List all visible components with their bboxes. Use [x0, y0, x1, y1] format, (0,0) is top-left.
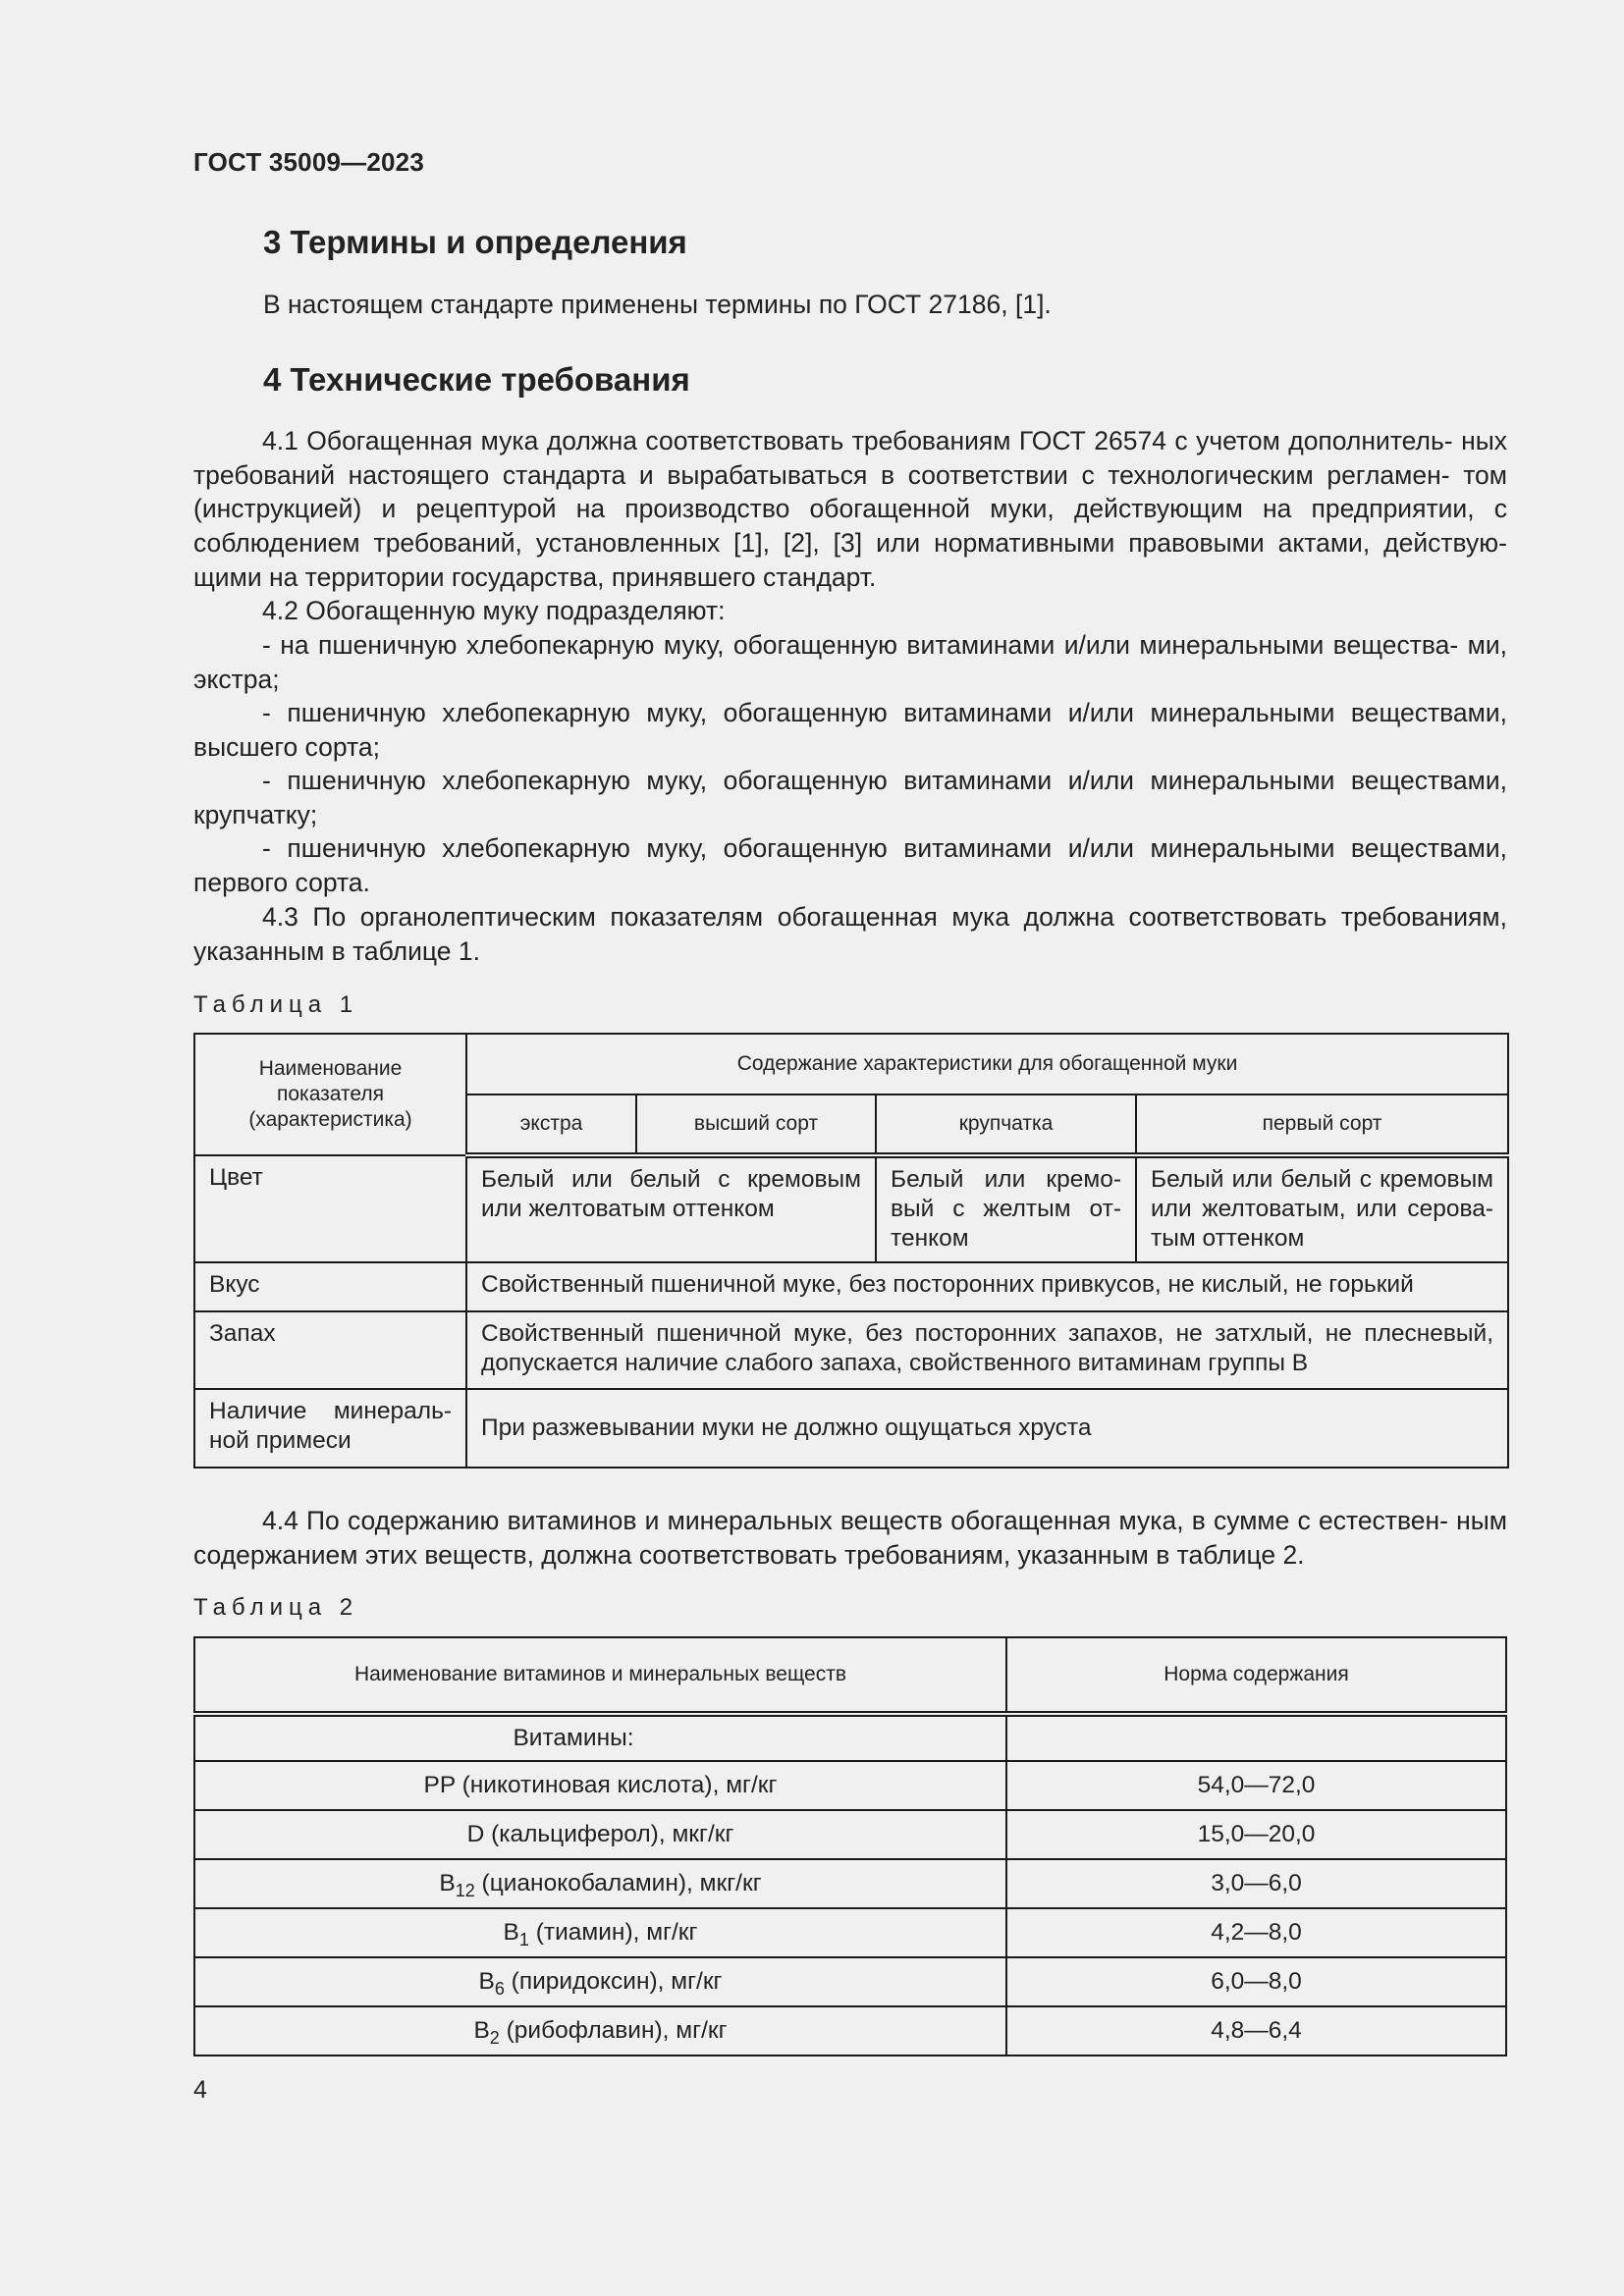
table-cell-norm: 6,0—8,0 [1006, 1957, 1506, 2006]
table-2-header-name: Наименование витаминов и минеральных веществ [194, 1637, 1006, 1714]
table-1-caption: Таблица 1 [193, 991, 359, 1018]
list-item: - пшеничную хлебопекарную муку, обогащенную витаминами и/или минеральными веществами, крупчатку; [193, 766, 1507, 829]
table-cell: Свойственный пшеничной муке, без посторонних привкусов, не кислый, не горький [466, 1262, 1508, 1311]
table-cell: Запах [194, 1311, 466, 1389]
paragraph-4-1: 4.1 Обогащенная мука должна соответствовать требованиям ГОСТ 26574 с учетом дополнитель- ных требований настоящего стандарта и вырабатываться в соответствии с технологическим регламен- том (инструкцией) и рецептурой на производство обогащенной муки, действующим на предприятии, с соблюдением требований, установленных [1], [2], [3] или нормативными правовыми актами, действую- щими на территории государства, принявшего стандарт. [193, 426, 1507, 592]
table-cell: Вкус [194, 1262, 466, 1311]
table-row [194, 1714, 1506, 1761]
table-row [194, 1311, 1508, 1389]
table-cell-norm: 4,8—6,4 [1006, 2006, 1506, 2056]
table-cell-substance: $B_{12}$ (цианокобаламин), мкг/кг [194, 1859, 1006, 1908]
table-cell: Белый или белый с кремовым или желтоватым оттенком [466, 1155, 876, 1262]
table-cell-substance: $B_1$ (тиамин), мг/кг [194, 1908, 1006, 1957]
list-item: - на пшеничную хлебопекарную муку, обогащенную витаминами и/или минеральными вещества- ми, экстра; [193, 630, 1507, 694]
table-cell-norm: 54,0—72,0 [1006, 1761, 1506, 1810]
table-1 [193, 1033, 1509, 1468]
table-1-header-group: Содержание характеристики для обогащенной муки [466, 1034, 1508, 1095]
table-2 [193, 1636, 1507, 2056]
document-code: ГОСТ 35009—2023 [193, 147, 424, 177]
table-row [194, 1262, 1508, 1311]
list-item: - пшеничную хлебопекарную муку, обогащенную витаминами и/или минеральными веществами, высшего сорта; [193, 698, 1507, 762]
table-cell-substance: $B_2$ (рибофлавин), мг/кг [194, 2006, 1006, 2056]
table-1-header-col: крупчатка [876, 1095, 1136, 1155]
table-cell-norm: 15,0—20,0 [1006, 1810, 1506, 1859]
paragraph-4-4: 4.4 По содержанию витаминов и минеральных веществ обогащенная мука, в сумме с естествен- ным содержанием этих веществ, должна соответствовать требованиям, указанным в таблице 2. [193, 1506, 1507, 1570]
table-row [194, 1389, 1508, 1468]
page-number: 4 [193, 2076, 207, 2104]
table-cell-norm: 3,0—6,0 [1006, 1859, 1506, 1908]
table-cell-substance: $B_6$ (пиридоксин), мг/кг [194, 1957, 1006, 2006]
table-cell-norm: 4,2—8,0 [1006, 1908, 1506, 1957]
list-item: - пшеничную хлебопекарную муку, обогащенную витаминами и/или минеральными веществами, первого сорта. [193, 833, 1507, 897]
table-1-header-col: экстра [466, 1095, 636, 1155]
table-row [194, 1810, 1506, 1859]
table-cell: Цвет [194, 1155, 466, 1262]
table-row [194, 1859, 1506, 1908]
table-cell-substance: D (кальциферол), мкг/кг [194, 1810, 1006, 1859]
table-cell: Наличие минераль- ной примеси [194, 1389, 466, 1468]
table-1-header-col: первый сорт [1136, 1095, 1508, 1155]
table-cell [1006, 1714, 1506, 1761]
table-cell: Белый или белый с кремовым или желтоватым, или серова- тым оттенком [1136, 1155, 1508, 1262]
table-row [194, 1761, 1506, 1810]
table-cell-substance: PP (никотиновая кислота), мг/кг [194, 1761, 1006, 1810]
table-1-header-indicator: Наименование показателя (характеристика) [194, 1034, 466, 1155]
table-row [194, 1155, 1508, 1262]
table-row [194, 1908, 1506, 1957]
table-cell: Белый или кремо- вый с желтым от- тенком [876, 1155, 1136, 1262]
section-4-title: 4 Технические требования [263, 361, 690, 398]
table-row [194, 1957, 1506, 2006]
section-3-text: В настоящем стандарте применены термины по ГОСТ 27186, [1]. [263, 290, 1052, 319]
table-cell-group-label: Витамины: [194, 1714, 1006, 1761]
table-row [194, 2006, 1506, 2056]
section-3-title: 3 Термины и определения [263, 224, 687, 260]
paragraph-4-3: 4.3 По органолептическим показателям обогащенная мука должна соответствовать требованиям, указанным в таблице 1. [193, 902, 1507, 966]
table-2-header-norm: Норма содержания [1006, 1637, 1506, 1714]
paragraph-4-2: 4.2 Обогащенную муку подразделяют: [262, 596, 726, 625]
table-1-header-col: высший сорт [636, 1095, 876, 1155]
table-cell: Свойственный пшеничной муке, без посторонних запахов, не затхлый, не плесневый, допускается наличие слабого запаха, свойственного витаминам группы В [466, 1311, 1508, 1389]
table-2-caption: Таблица 2 [193, 1594, 359, 1621]
table-cell: При разжевывании муки не должно ощущаться хруста [466, 1389, 1508, 1468]
